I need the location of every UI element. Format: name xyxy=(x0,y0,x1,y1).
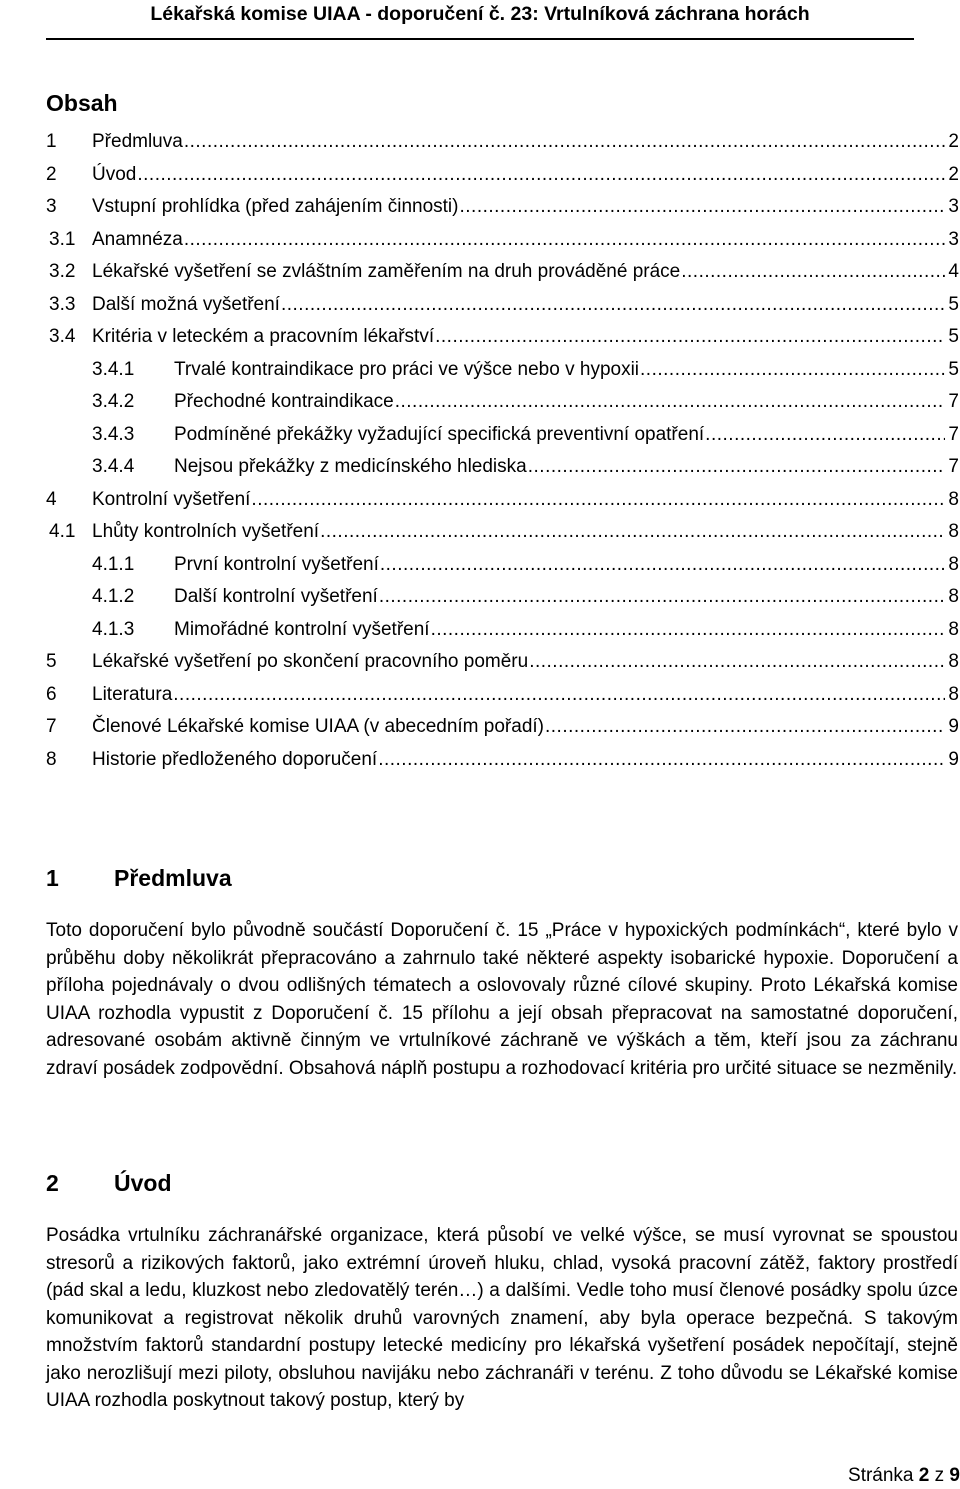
toc-entry-number: 3 xyxy=(46,196,57,217)
toc-title: Obsah xyxy=(46,90,118,116)
toc-entry-number: 4.1.3 xyxy=(92,618,135,640)
footer-separator: z xyxy=(934,1465,945,1486)
toc-entry-number: 7 xyxy=(46,716,57,737)
toc-entry-label: Kontrolní vyšetření xyxy=(92,488,251,510)
toc-entry-label: Nejsou překážky z medicínského hlediska xyxy=(174,456,527,477)
toc-entry-label: Úvod xyxy=(92,163,137,185)
toc-entry-page: 8 xyxy=(948,651,959,672)
toc-entry-page: 8 xyxy=(948,618,959,640)
toc-entry-label: Trvalé kontraindikace pro práci ve výšce nebo v hypoxii xyxy=(174,358,640,380)
page-number-footer xyxy=(848,1464,960,1488)
toc-entry[interactable] xyxy=(46,126,959,159)
toc-entry-page: 5 xyxy=(948,358,959,380)
toc-entry-page: 2 xyxy=(948,131,959,152)
toc-entry-label: První kontrolní vyšetření xyxy=(174,553,379,575)
toc-entry-number: 8 xyxy=(46,748,57,770)
running-header-title: Lékařská komise UIAA - doporučení č. 23: Vrtulníková záchrana horách xyxy=(150,3,810,25)
toc-leader-dots xyxy=(320,516,945,549)
toc-entry-label: Přechodné kontraindikace xyxy=(174,391,394,412)
toc-entry-number: 4.1.1 xyxy=(92,553,135,575)
toc-entry-number: 3.2 xyxy=(49,261,76,282)
toc-entry-number: 3.4.1 xyxy=(92,358,135,380)
toc-entry-number: 3.4 xyxy=(49,326,76,347)
toc-entry-page: 3 xyxy=(948,196,959,217)
toc-entry[interactable] xyxy=(46,191,959,224)
toc-entry-label: Mimořádné kontrolní vyšetření xyxy=(174,618,430,640)
toc-entry[interactable] xyxy=(46,711,959,744)
toc-leader-dots xyxy=(435,321,945,354)
toc-entry-number: 3.3 xyxy=(49,293,76,315)
toc-leader-dots xyxy=(529,646,945,679)
toc-leader-dots xyxy=(545,711,945,744)
toc-entry-page: 7 xyxy=(948,423,959,445)
toc-entry-label: Lhůty kontrolních vyšetření xyxy=(92,521,320,542)
toc-entry-page: 3 xyxy=(948,228,959,250)
toc-entry-number: 5 xyxy=(46,651,57,672)
toc-entry-number: 3.1 xyxy=(49,228,76,250)
section-number: 1 xyxy=(46,865,59,891)
toc-entry-label: Další kontrolní vyšetření xyxy=(174,586,378,607)
toc-leader-dots xyxy=(137,159,945,192)
toc-entry-label: Vstupní prohlídka (před zahájením činnosti) xyxy=(92,196,459,217)
toc-entry[interactable] xyxy=(46,614,959,647)
section-title: Úvod xyxy=(114,1170,172,1196)
toc-leader-dots xyxy=(380,549,945,582)
footer-current-page: 2 xyxy=(918,1465,930,1486)
toc-entry-number: 3.4.2 xyxy=(92,391,135,412)
toc-entry[interactable] xyxy=(46,386,959,419)
toc-entry-page: 5 xyxy=(948,293,959,315)
toc-entry-number: 1 xyxy=(46,131,57,152)
section-body-uvod: Posádka vrtulníku záchranářské organizace, která působí ve velké výšce, se musí vyrovnat se spoustou stresorů a rizikových faktorů, jako extrémní úroveň hluku, chlad, vysoká pracovní zátěž, faktory prostředí (pád skal a ledu, kluzkost nebo zledovatělý terén…) a dalšími. Vedle toho musí členové posádky spolu úzce komunikovat a registrovat několik druhů varovných znamení, aby byla operace bezpečná. S takovým množstvím faktorů standardní postupy letecké medicíny pro lékařská vyšetření posádek nepočítají, stejně jako nerozlišují mezi piloty, obsluhou navijáku nebo záchranáři v terénu. Z toho důvodu se Lékařské komise UIAA rozhodla poskytnout takový postup, který by xyxy=(46,1225,958,1411)
toc-entry[interactable] xyxy=(46,484,959,517)
toc-entry-label: Další možná vyšetření xyxy=(92,293,280,315)
toc-entry[interactable] xyxy=(46,679,959,712)
toc-entry-label: Členové Lékařské komise UIAA (v abecedním pořadí) xyxy=(92,716,544,737)
toc-leader-dots xyxy=(459,191,945,224)
toc-entry-page: 8 xyxy=(948,586,959,607)
section-body-predmluva: Toto doporučení bylo původně součástí Doporučení č. 15 „Práce v hypoxických podmínkách“, které bylo v průběhu doby několikrát přepracováno a zahrnulo také některé aspekty isobarické hypoxie. Doporučení a příloha pojednávaly o dvou odlišných tématech a oslovovaly různé cílové skupiny. Proto Lékařská komise UIAA rozhodla vypustit z Doporučení č. 15 přílohu a její obsah přepracovat na samostatné doporučení, adresované osobám aktivně činným ve vrtulníkové záchraně ve výškách a těm, kteří jsou za záchranu zdraví posádek zodpovědní. Obsahová náplň postupu a rozhodovací kritéria pro určité situace se nezměnily. xyxy=(46,920,958,1079)
table-of-contents xyxy=(46,126,959,776)
section-heading-predmluva xyxy=(46,863,232,893)
toc-entry-page: 8 xyxy=(948,488,959,510)
toc-leader-dots xyxy=(528,451,945,484)
toc-entry-number: 4.1 xyxy=(49,521,76,542)
toc-entry[interactable] xyxy=(46,744,959,777)
toc-leader-dots xyxy=(379,581,945,614)
section-number: 2 xyxy=(46,1170,59,1196)
toc-entry-label: Literatura xyxy=(92,683,173,705)
toc-entry[interactable] xyxy=(46,646,959,679)
toc-entry-page: 7 xyxy=(948,456,959,477)
footer-total-pages: 9 xyxy=(949,1465,960,1486)
toc-leader-dots xyxy=(173,679,945,712)
toc-entry-label: Lékařské vyšetření po skončení pracovního poměru xyxy=(92,651,529,672)
section-heading-uvod xyxy=(46,1168,172,1198)
toc-entry[interactable] xyxy=(46,419,959,452)
toc-leader-dots xyxy=(184,126,945,159)
toc-entry-page: 8 xyxy=(948,683,959,705)
toc-leader-dots xyxy=(184,224,945,257)
toc-entry-number: 4.1.2 xyxy=(92,586,135,607)
toc-entry-page: 5 xyxy=(948,326,959,347)
header-divider xyxy=(46,38,914,40)
toc-entry[interactable] xyxy=(46,516,959,549)
toc-leader-dots xyxy=(281,289,945,322)
toc-entry-label: Kritéria v leteckém a pracovním lékařství xyxy=(92,326,435,347)
toc-entry-number: 3.4.4 xyxy=(92,456,135,477)
toc-leader-dots xyxy=(395,386,945,419)
toc-entry[interactable] xyxy=(46,321,959,354)
toc-leader-dots xyxy=(640,354,945,387)
toc-entry-label: Lékařské vyšetření se zvláštním zaměřením na druh prováděné práce xyxy=(92,261,681,282)
toc-entry[interactable] xyxy=(46,159,959,192)
toc-entry[interactable] xyxy=(46,289,959,322)
footer-prefix: Stránka xyxy=(848,1465,914,1486)
toc-entry-page: 9 xyxy=(948,748,959,770)
toc-entry-label: Anamnéza xyxy=(92,228,183,250)
toc-entry[interactable] xyxy=(46,581,959,614)
toc-entry-number: 3.4.3 xyxy=(92,423,135,445)
toc-entry-number: 4 xyxy=(46,488,57,510)
toc-leader-dots xyxy=(378,744,945,777)
toc-entry-page: 4 xyxy=(948,261,959,282)
toc-entry-page: 2 xyxy=(948,163,959,185)
section-title: Předmluva xyxy=(114,865,232,891)
toc-entry-number: 2 xyxy=(46,163,57,185)
toc-entry-number: 6 xyxy=(46,683,57,705)
toc-entry-page: 7 xyxy=(948,391,959,412)
toc-leader-dots xyxy=(251,484,945,517)
toc-leader-dots xyxy=(681,256,945,289)
toc-entry-label: Podmíněné překážky vyžadující specifická preventivní opatření xyxy=(174,423,705,445)
toc-entry-page: 8 xyxy=(948,521,959,542)
toc-entry[interactable] xyxy=(46,549,959,582)
toc-entry[interactable] xyxy=(46,354,959,387)
toc-leader-dots xyxy=(705,419,945,452)
toc-entry[interactable] xyxy=(46,256,959,289)
toc-entry-page: 9 xyxy=(948,716,959,737)
toc-leader-dots xyxy=(431,614,945,647)
toc-entry-label: Historie předloženého doporučení xyxy=(92,748,378,770)
toc-entry[interactable] xyxy=(46,451,959,484)
toc-entry[interactable] xyxy=(46,224,959,257)
toc-entry-label: Předmluva xyxy=(92,131,183,152)
toc-entry-page: 8 xyxy=(948,553,959,575)
